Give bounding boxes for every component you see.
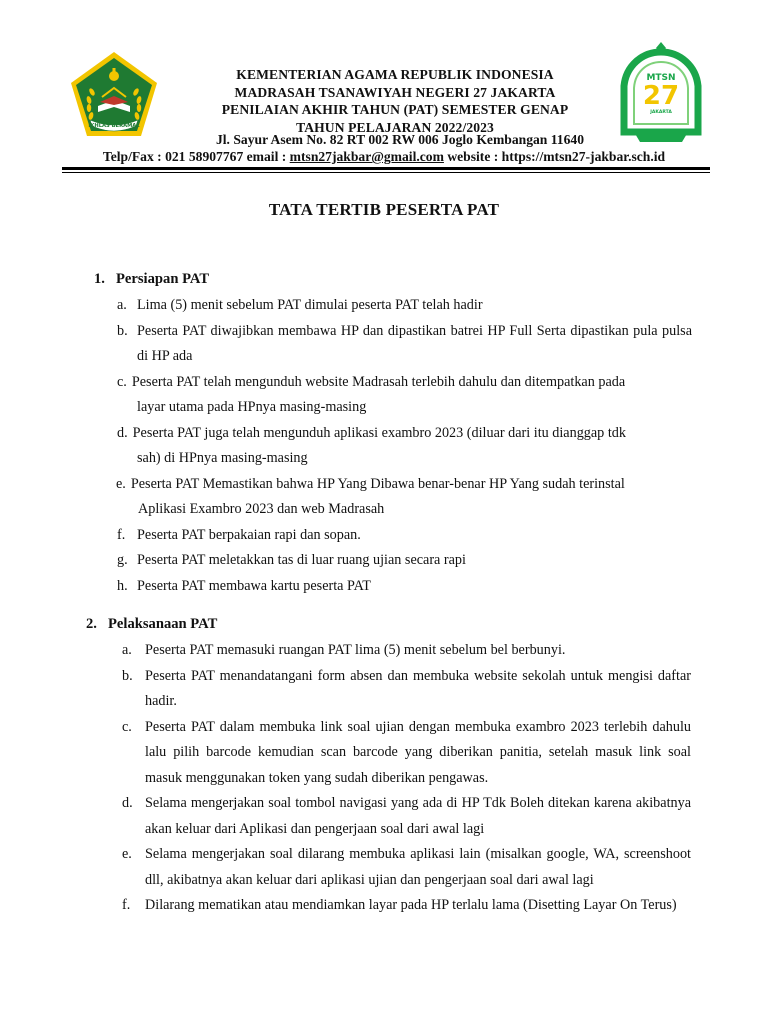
svg-text:IKHLAS BERAMAL: IKHLAS BERAMAL	[88, 123, 140, 129]
list-item: d. Peserta PAT juga telah mengunduh aplikasi exambro 2023 (diluar dari itu dianggap tdk sah) di HPnya masing-masing	[117, 424, 626, 466]
letterhead-titles	[150, 66, 640, 136]
section-heading: 2. Pelaksanaan PAT	[86, 616, 218, 632]
list-item: f. Dilarang mematikan atau mendiamkan layar pada HP terlalu lama (Disetting Layar On Terus)	[122, 897, 677, 913]
contact-email-link[interactable]: mtsn27jakbar@gmail.com	[289, 149, 444, 164]
list-item: b. Peserta PAT diwajibkan membawa HP dan dipastikan batrei HP Full Serta dipastikan pula pulsa di HP ada	[117, 322, 692, 364]
academic-year: TAHUN PELAJARAN 2022/2023	[296, 119, 494, 135]
letterhead-divider-thin	[62, 172, 710, 173]
contact-phone: Telp/Fax : 021 58907767 email :	[102, 149, 290, 164]
letterhead-divider-thick	[62, 167, 710, 170]
school-address: Jl. Sayur Asem No. 82 RT 002 RW 006 Joglo Kembangan 11640	[215, 132, 584, 147]
list-item: h. Peserta PAT membawa kartu peserta PAT	[117, 577, 371, 594]
svg-text:JAKARTA: JAKARTA	[650, 110, 672, 115]
rule-list	[0, 638, 768, 919]
list-item: a. Peserta PAT memasuki ruangan PAT lima (5) menit sebelum bel berbunyi.	[122, 642, 566, 658]
section-heading: 1. Persiapan PAT	[94, 271, 210, 287]
rule-list	[0, 293, 768, 599]
list-item: c. Peserta PAT dalam membuka link soal ujian dengan membuka exambro 2023 terlebih dahulu lalu pilih barcode kemudian scan barcode yang diberikan panitia, setelah masuk link soal masuk menggunakan token yang sudah diberikan pengawas.	[122, 718, 691, 786]
exam-name: PENILAIAN AKHIR TAHUN (PAT) SEMESTER GENAP	[221, 102, 569, 118]
svg-text:27: 27	[642, 81, 680, 111]
list-item: d. Selama mengerjakan soal tombol navigasi yang ada di HP Tdk Boleh ditekan karena akibatnya akan keluar dari Aplikasi dan pengerjaan soal dari awal lagi	[122, 795, 691, 837]
section-persiapan	[0, 268, 768, 599]
list-item: g. Peserta PAT meletakkan tas di luar ruang ujian secara rapi	[117, 552, 466, 568]
mtsn-27-logo-icon	[612, 38, 710, 146]
school-name: MADRASAH TSANAWIYAH NEGERI 27 JAKARTA	[234, 84, 556, 100]
list-item: b. Peserta PAT menandatangani form absen dan membuka website sekolah untuk mengisi daftar hadir.	[122, 667, 691, 709]
list-item: c. Peserta PAT telah mengunduh website Madrasah terlebih dahulu dan ditempatkan pada layar utama pada HPnya masing-masing	[117, 373, 626, 415]
section-pelaksanaan	[0, 613, 768, 919]
svg-text:MTSN: MTSN	[646, 73, 676, 83]
letterhead	[0, 0, 768, 175]
list-item: e. Selama mengerjakan soal dilarang membuka aplikasi lain (misalkan google, WA, screenshoot dll, akibatnya akan keluar dari aplikasi ujian dan pengerjaan soal dari awal lagi	[122, 846, 691, 888]
list-item: a. Lima (5) menit sebelum PAT dimulai peserta PAT telah hadir	[117, 297, 483, 313]
school-contact	[0, 148, 768, 165]
ministry-name: KEMENTERIAN AGAMA REPUBLIK INDONESIA	[236, 67, 554, 82]
document-title: TATA TERTIB PESERTA PAT	[268, 200, 500, 219]
contact-website: website : https://mtsn27-jakbar.sch.id	[443, 149, 666, 164]
list-item: e. Peserta PAT Memastikan bahwa HP Yang Dibawa benar-benar HP Yang sudah terinstal Aplikasi Exambro 2023 dan web Madrasah	[116, 475, 625, 517]
list-item: f. Peserta PAT berpakaian rapi dan sopan.	[117, 526, 361, 543]
